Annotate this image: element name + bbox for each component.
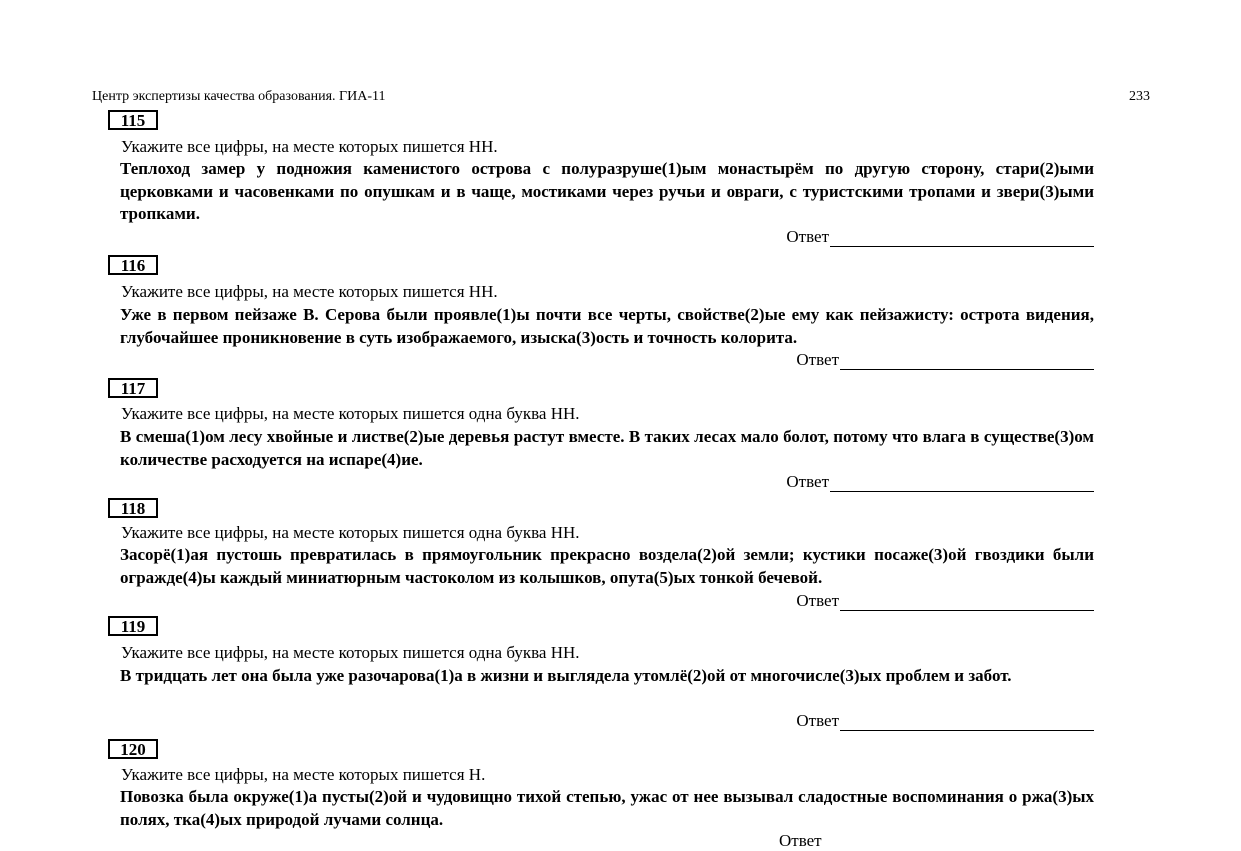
header-title: Центр экспертизы качества образования. ГИА-11	[92, 89, 386, 104]
answer-label: Ответ	[796, 591, 839, 610]
task-number: 118	[108, 498, 158, 518]
task-text: В смеша(1)ом лесу хвойные и листве(2)ые деревья растут вместе. В таких лесах мало болот, потому что влага в существе(3)ом количестве расходуется на испаре(4)ие.	[120, 427, 1094, 469]
answer-field[interactable]	[786, 472, 1094, 492]
answer-line[interactable]	[830, 229, 1094, 247]
answer-field[interactable]	[796, 591, 1094, 611]
task-number: 115	[108, 110, 158, 130]
task-number: 116	[108, 255, 158, 275]
answer-label: Ответ	[796, 711, 839, 730]
task-instruction: Укажите все цифры, на месте которых пишется НН.	[121, 282, 498, 301]
task-instruction: Укажите все цифры, на месте которых пишется Н.	[121, 765, 486, 784]
task-text: Теплоход замер у подножия каменистого острова с полуразруше(1)ым монастырём по другую сторону, стари(2)ыми церковками и часовенками по опушкам и в чаще, мостиками через ручьи и овраги, с туристскими тропами и звери(3)ыми тропками.	[120, 159, 1094, 223]
task-number: 117	[108, 378, 158, 398]
answer-line[interactable]	[830, 474, 1094, 492]
task-number: 119	[108, 616, 158, 636]
task-instruction: Укажите все цифры, на месте которых пишется одна буква НН.	[121, 643, 580, 662]
answer-field[interactable]	[779, 831, 822, 851]
answer-line[interactable]	[840, 593, 1094, 611]
answer-line[interactable]	[840, 352, 1094, 370]
answer-label: Ответ	[796, 350, 839, 369]
answer-field[interactable]	[786, 227, 1094, 247]
task-instruction: Укажите все цифры, на месте которых пишется одна буква НН.	[121, 404, 580, 423]
task-text: Уже в первом пейзаже В. Серова были проявле(1)ы почти все черты, свойстве(2)ые ему как пейзажисту: острота видения, глубочайшее проникновение в суть изображаемого, изыска(3)ость и точность колорита.	[120, 305, 1094, 347]
page-number: 233	[1129, 89, 1150, 104]
answer-line[interactable]	[840, 713, 1094, 731]
task-text: Засорё(1)ая пустошь превратилась в прямоугольник прекрасно воздела(2)ой земли; кустики посаже(3)ой гвоздики были огражде(4)ы каждый миниатюрным частоколом из колышков, опута(5)ых тонкой бечевой.	[120, 545, 1094, 587]
answer-label: Ответ	[779, 831, 822, 850]
task-text: В тридцать лет она была уже разочарова(1)а в жизни и выглядела утомлё(2)ой от многочисле(3)ых проблем и забот.	[120, 666, 1012, 685]
answer-field[interactable]	[796, 350, 1094, 370]
answer-field[interactable]	[796, 711, 1094, 731]
task-text: Повозка была окруже(1)а пусты(2)ой и чудовищно тихой степью, ужас от нее вызывал сладостные воспоминания о ржа(3)ых полях, тка(4)ых природой лучами солнца.	[120, 787, 1094, 829]
answer-label: Ответ	[786, 472, 829, 491]
task-instruction: Укажите все цифры, на месте которых пишется НН.	[121, 137, 498, 156]
task-number: 120	[108, 739, 158, 759]
task-instruction: Укажите все цифры, на месте которых пишется одна буква НН.	[121, 523, 580, 542]
answer-label: Ответ	[786, 227, 829, 246]
page-header	[92, 89, 1150, 109]
